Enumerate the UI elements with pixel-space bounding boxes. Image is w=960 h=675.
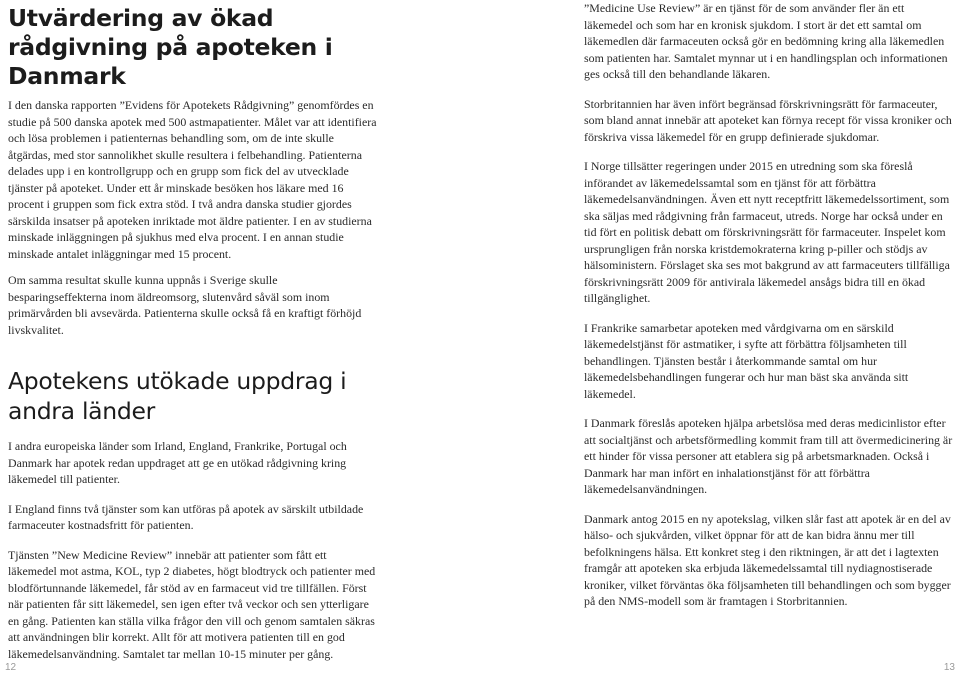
page-number-left: 12 bbox=[5, 662, 17, 673]
paragraph-other-countries: I andra europeiska länder som Irland, England, Frankrike, Portugal och Danmark har apotek redan uppdraget att ge en utökad rådgivning kring läkemedel till patienter. bbox=[8, 439, 347, 486]
paragraph-france: I Frankrike samarbetar apoteken med vårdgivarna om en särskild läkemedelstjänst för astmatiker, i syfte att förbättra följsamheten till behandlingen. Tjänsten består i återkommande samtal om hur läkemedelsbehandlingen fungerar och hur man bäst ska använda sitt läkemedel. bbox=[584, 320, 909, 401]
right-page bbox=[584, 0, 956, 610]
paragraph-england: I England finns två tjänster som kan utföras på apotek av särskilt utbildade farmaceuter kostnadsfritt för patienten. bbox=[8, 501, 364, 532]
paragraph-study-results: I den danska rapporten ”Evidens för Apotekets Rådgivning” genomfördes en studie på 500 danska apotek med 500 astmapatienter. Målet var att identifiera och lösa problemen i patienternas behandling som, om de inte skulle åtgärdas, med stor sannolikhet skulle resultera i felbehandling. Patienterna delades upp i en kontrollgrupp och en grupp som fick del av utvecklade tjänster på apoteket. Under ett år minskade besöken hos läkare med 16 procent i gruppen som fick extra stöd. I två andra danska studier gjordes särskilda insatser på apoteken inriktade mot äldre patienter. I en av studierna minskade inläggningen på sjukhus med elva procent. I en annan studie minskade antalet inläggningar med 15 procent. bbox=[8, 98, 377, 261]
paragraph-uk-prescribing: Storbritannien har även infört begränsad förskrivningsrätt för farmaceuter, som bland annat innebär att apoteket kan förnya recept för vissa kroniker och förskriva vissa läkemedel för en grupp definierade sjukdomar. bbox=[584, 96, 952, 144]
section-heading: Apotekens utökade uppdrag i andra länder bbox=[8, 367, 347, 425]
left-page bbox=[8, 0, 378, 662]
paragraph-sweden-savings: Om samma resultat skulle kunna uppnås i Sverige skulle besparingseffekterna inom äldreomsorg, slutenvård såväl som inom primärvården bli avsevärda. Patienterna skulle också få en kraftigt förhöjd livskvalitet. bbox=[8, 273, 362, 337]
paragraph-norway: I Norge tillsätter regeringen under 2015 en utredning som ska föreslå införandet av läkemedelssamtal som en tjänst för att förbättra läkemedelsanvändningen. Även ett nytt receptfritt läkemedelssortiment, som ska säljas med rådgivning från farmaceut, utreds. Norge har också under en tid fört en politisk debatt om förskrivningsrätt för farmaceuter. Inspelet kom ursprungligen från norska kristdemokraterna kring p-piller och stödjs av hälsoministern. Förslaget ska ses mot bakgrund av att farmaceuters tillfälliga förskrivningsrätt 2009 för antivirala läkemedel ansågs bidra till en ökad tillgänglighet. bbox=[584, 159, 950, 305]
paragraph-denmark-law: Danmark antog 2015 en ny apotekslag, vilken slår fast att apotek är en del av hälso- och sjukvården, vilket öppnar för att de kan bidra ännu mer till befolkningens hälsa. Ett konkret steg i den riktningen, är att det i lagtexten framgår att apoteken ska erbjuda läkemedelssamtal till nydiagnostiserade kroniker, vilket förväntas öka följsamheten till behandlingen och som bygger på den NMS-modell som är framtagen i Storbritannien. bbox=[584, 511, 951, 608]
paragraph-medicine-use-review: ”Medicine Use Review” är en tjänst för de som använder fler än ett läkemedel och som har en kronisk sjukdom. I stort är det ett samtal om läkemedlen där farmaceuten också gör en bedömning kring alla läkemedlen som patienten har. Samtalet mynnar ut i en handlingsplan och informationen ges också till den behandlande läkaren. bbox=[584, 1, 948, 81]
paragraph-denmark-unemployed: I Danmark föreslås apoteken hjälpa arbetslösa med deras medicinlistor efter att socialtjänst och arbetsförmedling kommit fram till att övermedicinering är ett hinder för vissa personer att etablera sig på arbetsmarknaden. Också i Danmark har man infört en inhalationstjänst för att förbättra läkemedelsanvändningen. bbox=[584, 416, 953, 496]
page-title: Utvärdering av ökad rådgivning på apoteken i Danmark bbox=[8, 4, 333, 90]
paragraph-new-medicine-review: Tjänsten ”New Medicine Review” innebär att patienter som fått ett läkemedel mot astma, KOL, typ 2 diabetes, högt blodtryck och patienter med blodförtunnande läkemedel, får stöd av en farmaceut vid tre tillfällen. Först när patienten får sitt läkemedel, sen igen efter två veckor och sen ytterligare en gång. Patienten kan ställa vilka frågor den vill och genom samtalen säkras att användningen blir korrekt. Allt för att motivera patienten till en god läkemedelsanvändning. Samtalet tar mellan 10-15 minuter per gång. bbox=[8, 547, 376, 661]
page-number-right: 13 bbox=[943, 662, 955, 673]
